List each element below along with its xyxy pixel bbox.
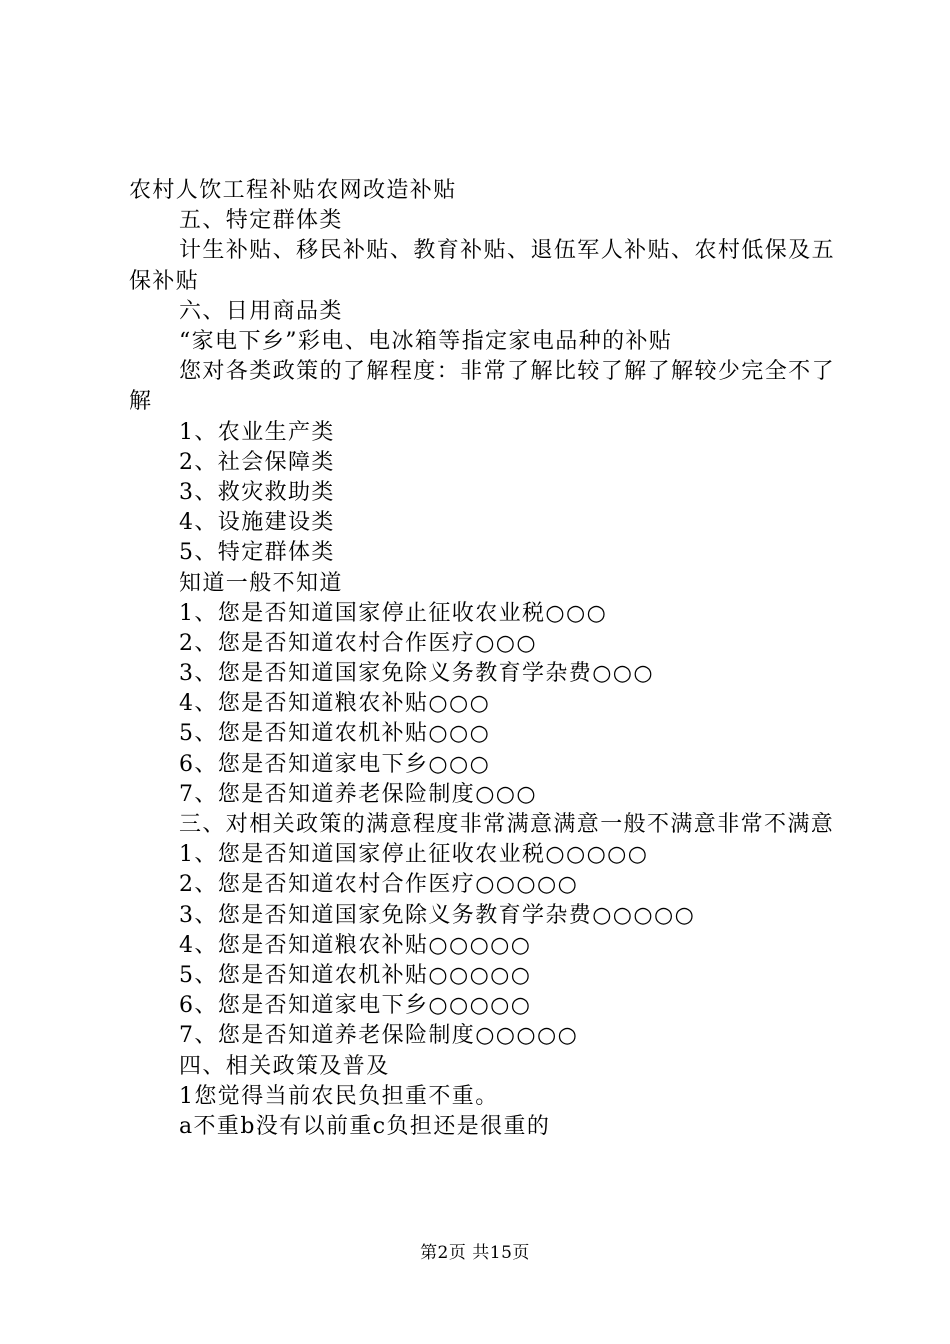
page-footer: 第2页 共15页 <box>420 1243 530 1263</box>
text-line: 三、对相关政策的满意程度非常满意满意一般不满意非常不满意 <box>179 812 835 837</box>
text-line: 四、相关政策及普及 <box>179 1053 390 1079</box>
text-line: 7、您是否知道养老保险制度○○○ <box>179 781 537 807</box>
document-body <box>129 176 835 1142</box>
text-line: 4、您是否知道粮农补贴○○○ <box>179 691 491 717</box>
text-line: 6、您是否知道家电下乡○○○ <box>179 751 491 777</box>
text-line: 知道一般不知道 <box>179 570 343 596</box>
text-line: 4、您是否知道粮农补贴○○○○○ <box>179 932 532 958</box>
text-line: 2、您是否知道农村合作医疗○○○ <box>179 630 537 656</box>
text-line: 3、您是否知道国家免除义务教育学杂费○○○○○ <box>179 902 696 928</box>
text-line: 五、特定群体类 <box>179 208 343 234</box>
text-line: a不重b没有以前重c负担还是很重的 <box>179 1113 551 1139</box>
text-line: 5、您是否知道农机补贴○○○○○ <box>179 962 532 988</box>
text-line: 1您觉得当前农民负担重不重。 <box>179 1083 499 1109</box>
text-line: “家电下乡”彩电、电冰箱等指定家电品种的补贴 <box>179 328 673 354</box>
text-line: 3、您是否知道国家免除义务教育学杂费○○○ <box>179 661 654 687</box>
text-line: 您对各类政策的了解程度：非常了解比较了解了解较少完全不了解 <box>129 359 835 415</box>
text-line: 3、救灾救助类 <box>179 479 335 505</box>
text-line: 2、社会保障类 <box>179 449 335 475</box>
text-line: 6、您是否知道家电下乡○○○○○ <box>179 993 532 1019</box>
text-line: 1、您是否知道国家停止征收农业税○○○○○ <box>179 842 649 868</box>
text-line: 农村人饮工程补贴农网改造补贴 <box>129 178 457 203</box>
text-line: 计生补贴、移民补贴、教育补贴、退伍军人补贴、农村低保及五保补贴 <box>129 238 835 294</box>
text-line: 1、农业生产类 <box>179 419 335 445</box>
text-line: 六、日用商品类 <box>179 298 343 324</box>
text-line: 4、设施建设类 <box>179 510 335 536</box>
text-line: 2、您是否知道农村合作医疗○○○○○ <box>179 872 579 898</box>
text-line: 7、您是否知道养老保险制度○○○○○ <box>179 1023 579 1049</box>
text-line: 5、您是否知道农机补贴○○○ <box>179 721 491 747</box>
text-line: 1、您是否知道国家停止征收农业税○○○ <box>179 600 608 626</box>
text-line: 5、特定群体类 <box>179 540 335 566</box>
